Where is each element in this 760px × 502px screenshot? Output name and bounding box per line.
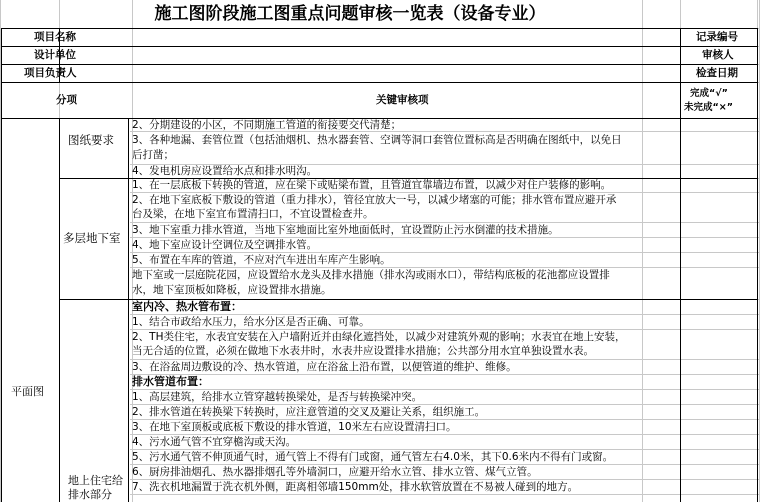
row-text: 地下室或一层庭院花园，应设置给水龙头及排水措施（排水沟或雨水口），带结构底板的花池都应设置排	[132, 269, 610, 281]
row-text: 后打凿；	[132, 149, 174, 161]
key-points-header: 关键审核项	[376, 94, 429, 106]
row-text: 4、污水通气管不宜穿檐沟或天沟。	[132, 436, 297, 448]
complete-mark: 完成“√”	[690, 88, 728, 99]
project-lead-label: 项目负责人	[24, 67, 77, 79]
plan-section-label: 平面图	[11, 385, 44, 398]
page-title: 施工图阶段施工图重点问题审核一览表（设备专业）	[154, 4, 546, 24]
row-text: 6、厨房排油烟孔、热水器排烟孔等外墙洞口，应避开给水立管、排水立管、煤气立管。	[132, 466, 538, 478]
basement-label: 多层地下室	[63, 231, 121, 245]
incomplete-mark: 未完成“×”	[684, 102, 733, 113]
drawing-requirements-label: 图纸要求	[68, 133, 114, 147]
row-text: 7、洗衣机地漏置于洗衣机外侧，距离相邻墙150mm处，排水软管放置在不易被人碰到的地方。	[132, 481, 579, 493]
row-text: 5、布置在车库的管道，不应对汽车进出车库产生影响。	[132, 254, 391, 266]
row-text: 2、排水管道在转换梁下转换时，应注意管道的交叉及避让关系，组织施工。	[132, 406, 486, 418]
row-text: 2、分期建设的小区，不同期施工管道的衔接要交代清楚；	[132, 119, 402, 131]
row-text: 3、在浴盆周边敷设的冷、热水管道，应在浴盆上沿布置，以便管道的维护、维修。	[132, 361, 517, 373]
row-text: 4、地下室应设计空调位及空调排水管。	[132, 239, 318, 251]
row-text: 3、各种地漏、套管位置（包括油烟机、热水器套管、空调等洞口套管位置标高是否明确在图纸中，以免日	[132, 134, 622, 146]
row-text: 当无合适的位置，必须在做地下水表井时，水表井应设置排水措施；公共部分用水宜单独设置水表。	[132, 345, 594, 357]
above-ground-label-2: 排水部分	[68, 488, 112, 501]
above-ground-label-1: 地上住宅给	[68, 474, 123, 487]
row-text: 台及梁，在地下室宜布置清扫口，不宜设置检查井。	[132, 208, 374, 220]
subsection-heading: 排水管道布置：	[132, 375, 209, 388]
row-text: 3、在地下室顶板或底板下敷设的排水管道，10米左右应设置清扫口。	[132, 421, 457, 433]
row-text: 2、TH类住宅，水表宜安装在入户墙附近并由绿化遮挡处，以减少对建筑外观的影响；水表宜在地上安装，	[132, 331, 626, 343]
category-header: 分项	[56, 94, 77, 106]
row-text: 1、在一层底板下转换的管道，应在梁下或贴梁布置，且管道宜靠墙边布置，以减少对住户装修的影响。	[132, 179, 612, 191]
record-no-label: 记录编号	[696, 31, 738, 43]
reviewer-label: 审核人	[702, 49, 734, 61]
row-text: 1、高层建筑，给排水立管穿越转换梁处，是否与转换梁冲突。	[132, 391, 423, 403]
row-text: 4、发电机房应设置给水点和排水明沟。	[132, 165, 318, 177]
row-text: 水，地下室顶板如降板，应设置排水措施。	[132, 284, 332, 296]
row-text: 5、污水通气管不伸顶通气时，通气管上不得有门或窗，通气管左右4.0米，其下0.6米内不得有门或窗。	[132, 451, 614, 463]
row-text: 2、在地下室底板下敷设的管道（重力排水），管径宜放大一号，以减少堵塞的可能；排水管布置应避开承	[132, 194, 617, 206]
subsection-heading: 室内冷、热水管布置：	[132, 300, 242, 313]
row-text: 3、地下室重力排水管道，当地下室地面比室外地面低时，宜设置防止污水倒灌的技术措施。	[132, 224, 559, 236]
design-unit-label: 设计单位	[34, 49, 76, 61]
row-text: 1、结合市政给水压力，给水分区是否正确、可靠。	[132, 316, 370, 328]
project-name-label: 项目名称	[34, 31, 76, 43]
check-date-label: 检查日期	[696, 67, 738, 79]
